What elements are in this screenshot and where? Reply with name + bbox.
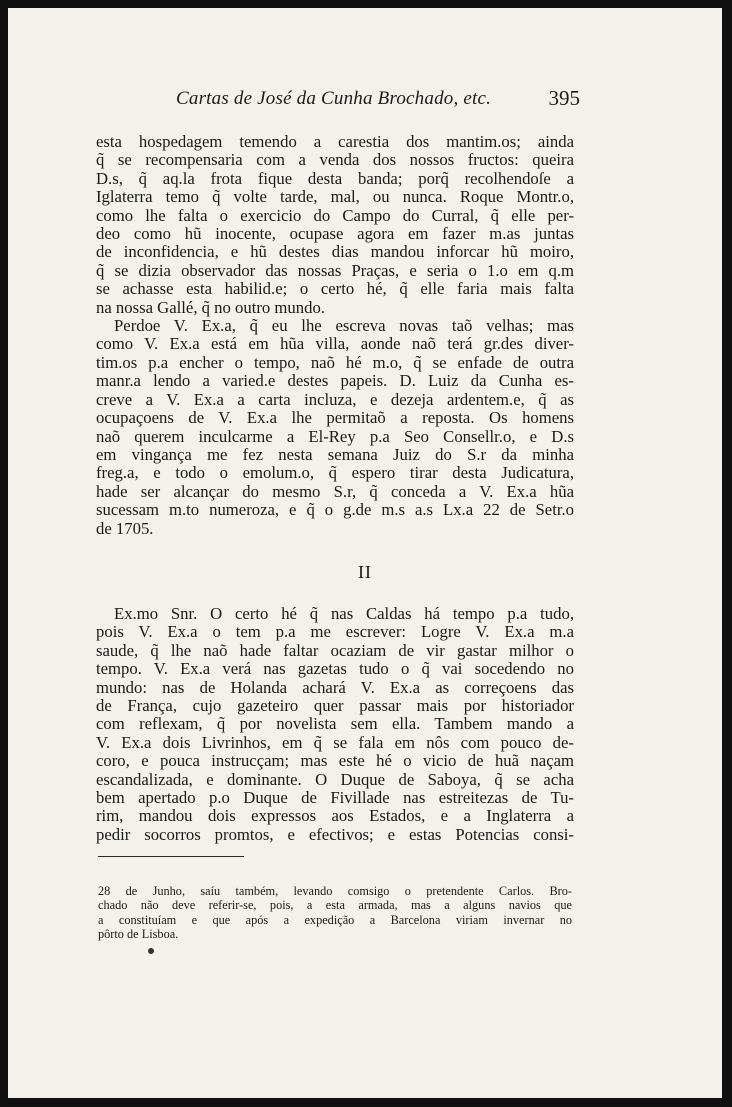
text-line: naõ querem inculcarme a El-Rey p.a Seo Consellr.o, e D.s <box>96 427 574 446</box>
page-number: 395 <box>548 86 580 110</box>
footnote-rule <box>98 856 244 857</box>
text-line: se achasse esta habilid.e; o certo hé, q̃ elle faria mais falta <box>96 280 574 299</box>
text-line: sucessam m.to numeroza, e q̃ o g.de m.s a.s Lx.a 22 de Setr.o <box>96 501 574 520</box>
text-line: tim.os p.a encher o tempo, naõ hé m.o, q̃ se enfade de outra <box>96 353 574 372</box>
footnote-line: pôrto de Lisboa. <box>98 927 179 942</box>
book-page <box>8 8 722 1098</box>
text-line: ocupaçoens de V. Ex.a lhe permitaõ a reposta. Os homens <box>96 409 574 428</box>
text-line: esta hospedagem temendo a carestia dos mantim.os; ainda <box>96 133 574 151</box>
text-line: na nossa Gallé, q̃ no outro mundo. <box>96 298 325 317</box>
text-line: bem apertado p.o Duque de Fivillade nas estreitezas de Tu- <box>96 789 574 808</box>
running-title: Cartas de José da Cunha Brochado, etc. <box>176 88 492 109</box>
text-line: Perdoe V. Ex.a, q̃ eu lhe escreva novas taõ velhas; mas <box>114 317 574 336</box>
text-line: de inconfidencia, e hũ destes dias mandou inforcar hũ moiro, <box>96 243 574 262</box>
text-line: mundo: nas de Holanda achará V. Ex.a as correçoens das <box>96 678 574 697</box>
text-line: manr.a lendo a varied.e destes papeis. D. Luiz da Cunha es- <box>96 372 574 391</box>
text-line: hade ser alcançar do mesmo S.r, q̃ conceda a V. Ex.a hũa <box>96 482 574 501</box>
text-line: em vingança me fez nesta semana Juiz do S.r da minha <box>96 445 574 464</box>
text-line: escandalizada, e dominante. O Duque de Saboya, q̃ se acha <box>96 770 574 789</box>
text-line: rim, mandou dois expressos aos Estados, e a Inglaterra a <box>96 807 574 826</box>
text-line: D.s, q̃ aq.la frota fique desta banda; porq̃ recolhendoſe a <box>96 169 574 188</box>
footnote-line: chado não deve referir-se, pois, a esta armada, mas a alguns navios que <box>98 898 572 913</box>
text-line: Ex.mo Snr. O certo hé q̃ nas Caldas há tempo p.a tudo, <box>114 605 574 623</box>
text-line: deo como hũ inocente, ocupase agora em fazer m.as juntas <box>96 225 574 244</box>
text-line: como lhe falta o exercicio do Campo do Curral, q̃ elle per- <box>96 206 574 225</box>
text-line: tempo. V. Ex.a verá nas gazetas tudo o q̃ vai socedendo no <box>96 660 574 679</box>
text-line: de França, cujo gazeteiro quer passar mais por historiador <box>96 697 574 716</box>
footnote-line: 28 de Junho, saíu também, levando comsigo o pretendente Carlos. Bro- <box>98 884 572 898</box>
text-line: saude, q̃ lhe naõ hade faltar ocaziam de vir gastar milhor o <box>96 641 574 660</box>
text-line: Iglaterra temo q̃ volte tarde, mal, ou nunca. Roque Montr.o, <box>96 188 574 207</box>
text-line: com reflexam, q̃ por novelista sem ella. Tambem mando a <box>96 715 574 734</box>
letter-two-text <box>96 605 574 844</box>
ink-spot <box>148 948 154 954</box>
section-heading: II <box>358 562 372 582</box>
text-line: creve a V. Ex.a a carta incluza, e dezeja ardentem.e, q̃ as <box>96 390 574 409</box>
text-line: coro, e pouca instrucçam; mas este hé o vicio de huã naçam <box>96 752 574 771</box>
text-line: como V. Ex.a está em hũa villa, aonde naõ terá gr.des diver- <box>96 335 574 354</box>
text-line: freg.a, e todo o emolum.o, q̃ espero tirar desta Judicatura, <box>96 464 574 483</box>
text-line: q̃ se recompensaria com a venda dos nossos fructos: queira <box>96 151 574 170</box>
footnote-line: a constituíam e que após a expedição a Barcelona viriam invernar no <box>98 912 572 927</box>
text-line: pois V. Ex.a o tem p.a me escrever: Logre V. Ex.a m.a <box>96 623 574 642</box>
page-header <box>148 88 580 114</box>
text-line: de 1705. <box>96 519 154 538</box>
footnote <box>98 884 572 942</box>
text-line: V. Ex.a dois Livrinhos, em q̃ se fala em nôs com pouco de- <box>96 733 574 752</box>
text-line: q̃ se dizia observador das nossas Praças, e seria o 1.o em q.m <box>96 261 574 280</box>
letter-end-text <box>96 133 574 538</box>
text-line: pedir socorros promtos, e efectivos; e estas Potencias consi- <box>96 825 574 844</box>
